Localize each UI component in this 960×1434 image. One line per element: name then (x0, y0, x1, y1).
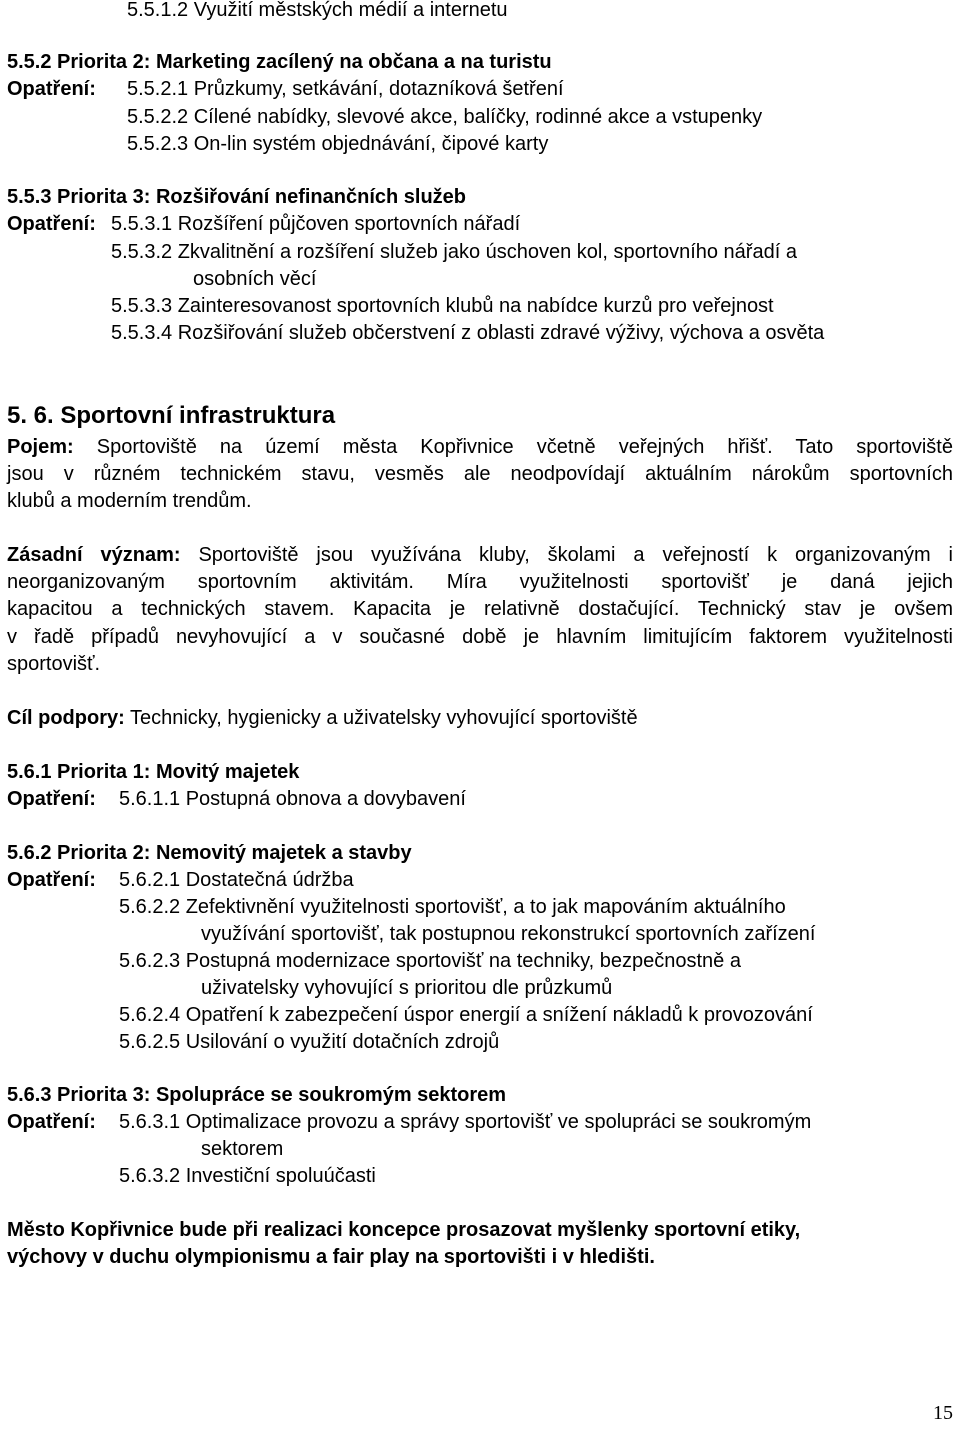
pojem-paragraph-line-3: klubů a moderním trendům. (7, 490, 252, 512)
opatreni-label: Opatření: (7, 1111, 96, 1133)
priority-5-5-2-heading: 5.5.2 Priorita 2: Marketing zacílený na občana a na turistu (7, 51, 552, 73)
section-5-6-heading: 5. 6. Sportovní infrastruktura (7, 402, 336, 429)
closing-statement-line-1: Město Kopřivnice bude při realizaci koncepce prosazovat myšlenky sportovní etiky, (7, 1219, 801, 1241)
opatreni-label: Opatření: (7, 869, 96, 891)
item-5-6-1-1: 5.6.1.1 Postupná obnova a dovybavení (119, 788, 466, 810)
priority-5-6-3-heading: 5.6.3 Priorita 3: Spolupráce se soukromým sektorem (7, 1084, 507, 1106)
page-number: 15 (933, 1402, 953, 1424)
pojem-paragraph-line-1: Pojem: Sportoviště na území města Kopřivnice včetně veřejných hřišť. Tato sportoviště (7, 436, 953, 458)
zasadni-vyznam-line-2: neorganizovaným sportovním aktivitám. Míra využitelnosti sportovišť je daná jejich (7, 571, 953, 593)
item-5-6-2-4: 5.6.2.4 Opatření k zabezpečení úspor energií a snížení nákladů k provozování (119, 1004, 813, 1026)
item-5-5-3-4: 5.5.3.4 Rozšiřování služeb občerstvení z oblasti zdravé výživy, výchova a osvěta (111, 322, 825, 344)
zasadni-vyznam-label: Zásadní význam: (7, 544, 181, 566)
pojem-paragraph-line-2: jsou v různém technickém stavu, vesměs ale neodpovídají aktuálním nárokům sportovních (7, 463, 953, 485)
item-5-6-2-2-cont: využívání sportovišť, tak postupnou rekonstrukcí sportovních zařízení (201, 923, 816, 945)
item-5-6-2-1: 5.6.2.1 Dostatečná údržba (119, 869, 354, 891)
item-5-5-2-2: 5.5.2.2 Cílené nabídky, slevové akce, balíčky, rodinné akce a vstupenky (127, 106, 763, 128)
item-5-5-3-2: 5.5.3.2 Zkvalitnění a rozšíření služeb jako úschoven kol, sportovního nářadí a (111, 241, 797, 263)
zasadni-vyznam-line-1: Zásadní význam: Sportoviště jsou využívána kluby, školami a veřejností k organizovaným i (7, 544, 953, 566)
item-5-6-2-3-cont: uživatelsky vyhovující s prioritou dle průzkumů (201, 977, 613, 999)
priority-5-6-1-heading: 5.6.1 Priorita 1: Movitý majetek (7, 761, 300, 783)
item-5-5-3-1: 5.5.3.1 Rozšíření půjčoven sportovních nářadí (111, 213, 521, 235)
item-5-6-3-1-cont: sektorem (201, 1138, 284, 1160)
cil-podpory: Cíl podpory: Technicky, hygienicky a uživatelsky vyhovující sportoviště (7, 707, 638, 729)
item-5-5-1-2: 5.5.1.2 Využití městských médií a internetu (127, 0, 508, 21)
item-5-5-3-2-cont: osobních věcí (193, 268, 317, 290)
opatreni-label: Opatření: (7, 788, 96, 810)
item-5-5-3-3: 5.5.3.3 Zainteresovanost sportovních klubů na nabídce kurzů pro veřejnost (111, 295, 774, 317)
closing-statement-line-2: výchovy v duchu olympionismu a fair play na sportovišti i v hledišti. (7, 1246, 655, 1268)
pojem-label: Pojem: (7, 436, 74, 458)
opatreni-label: Opatření: (7, 213, 96, 235)
opatreni-label: Opatření: (7, 78, 96, 100)
priority-5-6-2-heading: 5.6.2 Priorita 2: Nemovitý majetek a stavby (7, 842, 412, 864)
priority-5-5-3-heading: 5.5.3 Priorita 3: Rozšiřování nefinančních služeb (7, 186, 467, 208)
zasadni-vyznam-line-4: v řadě případů nevyhovující a v současné době je hlavním limitujícím faktorem využitelnosti (7, 626, 953, 648)
item-5-6-2-3: 5.6.2.3 Postupná modernizace sportovišť na techniky, bezpečnostně a (119, 950, 741, 972)
item-5-5-2-3: 5.5.2.3 On-lin systém objednávání, čipové karty (127, 133, 549, 155)
cil-podpory-label: Cíl podpory: (7, 707, 125, 729)
item-5-6-2-2: 5.6.2.2 Zefektivnění využitelnosti sportovišť, a to jak mapováním aktuálního (119, 896, 786, 918)
item-5-5-2-1: 5.5.2.1 Průzkumy, setkávání, dotazníková šetření (127, 78, 564, 100)
zasadni-vyznam-line-3: kapacitou a technických stavem. Kapacita je relativně dostačující. Technický stav je ovšem (7, 598, 953, 620)
item-5-6-3-2: 5.6.3.2 Investiční spoluúčasti (119, 1165, 376, 1187)
item-5-6-2-5: 5.6.2.5 Usilování o využití dotačních zdrojů (119, 1031, 500, 1053)
item-5-6-3-1: 5.6.3.1 Optimalizace provozu a správy sportovišť ve spolupráci se soukromým (119, 1111, 812, 1133)
zasadni-vyznam-line-5: sportovišť. (7, 653, 101, 675)
